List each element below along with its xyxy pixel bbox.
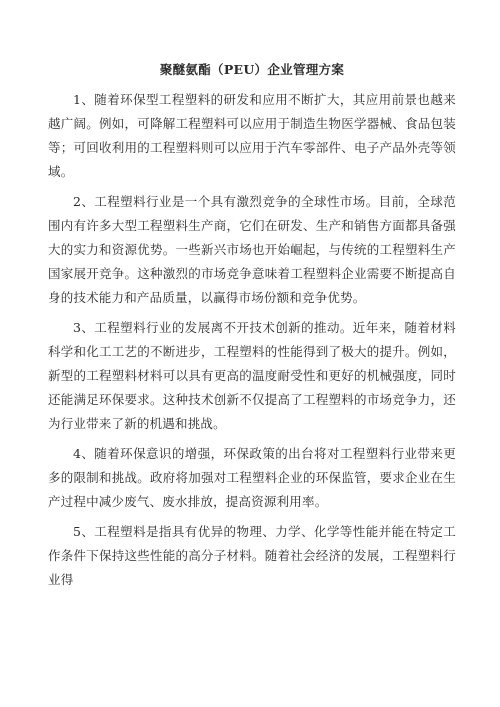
paragraph-4: 4、随着环保意识的增强，环保政策的出台将对工程塑料行业带来更多的限制和挑战。政府将加强对工程塑料企业的环保监管，要求企业在生产过程中减少废气、废水排放，提高资源利用率。 xyxy=(48,446,456,509)
paragraph-3: 3、工程塑料行业的发展离不开技术创新的推动。近年来，随着材料科学和化工工艺的不断进步，工程塑料的性能得到了极大的提升。例如，新型的工程塑料材料可以具有更高的温度耐受性和更好的机械强度，同时还能满足环保要求。这种技术创新不仅提高了工程塑料的市场竞争力，还为行业带来了新的机遇和挑战。 xyxy=(48,320,456,431)
document-title: 聚醚氨酯（PEU）企业管理方案 xyxy=(159,62,345,77)
paragraph-1: 1、随着环保型工程塑料的研发和应用不断扩大，其应用前景也越来越广阔。例如，可降解工程塑料可以应用于制造生物医学器械、食品包装等；可回收利用的工程塑料则可以应用于汽车零部件、电子产品外壳等领域。 xyxy=(48,92,456,179)
paragraph-5: 5、工程塑料是指具有优异的物理、力学、化学等性能并能在特定工作条件下保持这些性能的高分子材料。随着社会经济的发展，工程塑料行业得 xyxy=(48,524,456,587)
paragraph-2: 2、工程塑料行业是一个具有激烈竞争的全球性市场。目前，全球范围内有许多大型工程塑料生产商，它们在研发、生产和销售方面都具备强大的实力和资源优势。一些新兴市场也开始崛起，与传统的工程塑料生产国家展开竞争。这种激烈的市场竞争意味着工程塑料企业需要不断提高自身的技术能力和产品质量，以赢得市场份额和竞争优势。 xyxy=(48,194,456,305)
